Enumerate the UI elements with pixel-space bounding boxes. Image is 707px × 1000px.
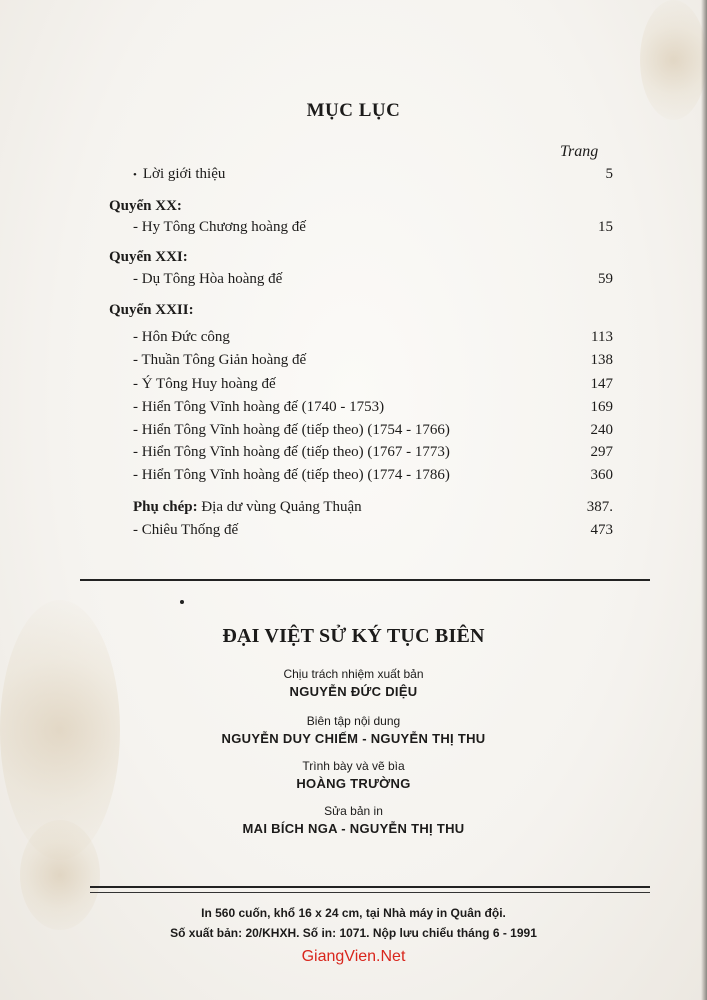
bullet-icon: •: [133, 169, 137, 181]
toc-entry: [133, 441, 613, 463]
toc-entry: [133, 216, 613, 238]
toc-entry-page: 360: [590, 467, 613, 483]
print-speck: [180, 600, 184, 604]
imprint-line: In 560 cuốn, khổ 16 x 24 cm, tại Nhà máy in Quân đội.: [201, 906, 506, 920]
appendix-title: Địa dư vùng Quảng Thuận: [201, 499, 362, 515]
toc-entry-page: 297: [590, 444, 613, 460]
toc-entry-label: - Dụ Tông Hòa hoàng đế: [133, 271, 283, 287]
toc-entry: [133, 373, 613, 395]
section-heading: Quyển XXII:: [109, 302, 194, 318]
toc-entry-page: 387.: [586, 499, 613, 515]
credit-name: HOÀNG TRƯỜNG: [296, 776, 411, 791]
toc-entry-page: 5: [605, 166, 613, 182]
toc-entry-label: - Hiển Tông Vĩnh hoàng đế (1740 - 1753): [133, 399, 385, 415]
credit-role: Chịu trách nhiệm xuất bản: [283, 667, 424, 681]
toc-entry-label: - Chiêu Thống đế: [133, 522, 239, 538]
toc-entry-page: 473: [590, 522, 613, 538]
toc-entry-label: - Thuần Tông Giản hoàng đế: [133, 352, 307, 368]
toc-entry: [133, 396, 613, 418]
toc-entry-label: - Hiển Tông Vĩnh hoàng đế (tiếp theo) (1774 - 1786): [133, 467, 450, 483]
toc-entry-label: - Ý Tông Huy hoàng đế: [133, 376, 276, 392]
section-heading: Quyển XX:: [109, 198, 182, 214]
toc-entry: [133, 419, 613, 441]
imprint-rule-top-thin: [90, 892, 650, 893]
toc-entry-label: - Hôn Đức công: [133, 329, 230, 345]
toc-title: MỤC LỤC: [306, 100, 401, 121]
toc-entry-page: 169: [590, 399, 613, 415]
toc-entry-page: 147: [590, 376, 613, 392]
toc-entry-label: - Hiển Tông Vĩnh hoàng đế (tiếp theo) (1767 - 1773): [133, 444, 450, 460]
credit-name: NGUYỄN DUY CHIẾM - NGUYỄN THỊ THU: [221, 731, 486, 746]
credit-name: NGUYỄN ĐỨC DIỆU: [289, 684, 418, 699]
credit-role: Sửa bản in: [324, 804, 383, 818]
imprint-line: Số xuất bản: 20/KHXH. Số in: 1071. Nộp lưu chiểu tháng 6 - 1991: [170, 926, 537, 940]
toc-entry-label: - Hy Tông Chương hoàng đế: [133, 219, 306, 235]
toc-entry-page: 113: [591, 329, 613, 345]
toc-entry: [133, 464, 613, 486]
section-heading: Quyển XXI:: [109, 249, 188, 265]
imprint-rule-top: [90, 886, 650, 888]
toc-entry-page: 59: [598, 271, 613, 287]
toc-entry: [133, 268, 613, 290]
toc-entry: [133, 519, 613, 541]
credit-role: Trình bày và vẽ bìa: [302, 759, 405, 773]
toc-appendix: [133, 496, 613, 518]
book-title: ĐẠI VIỆT SỬ KÝ TỤC BIÊN: [222, 625, 485, 647]
credit-role: Biên tập nội dung: [306, 714, 401, 728]
watermark: GiangVien.Net: [301, 948, 406, 965]
toc-entry: [133, 326, 613, 348]
toc-entry-page: 240: [590, 422, 613, 438]
page-column-header: Trang: [560, 143, 599, 160]
toc-entry-label: Lời giới thiệu: [142, 166, 226, 182]
credit-name: MAI BÍCH NGA - NGUYỄN THỊ THU: [242, 821, 465, 836]
page-edge-shadow: [701, 0, 707, 1000]
appendix-heading: Phụ chép:: [133, 499, 198, 515]
toc-entry-label: - Hiển Tông Vĩnh hoàng đế (tiếp theo) (1754 - 1766): [133, 422, 450, 438]
divider: [80, 579, 650, 581]
toc-entry-intro: [133, 163, 613, 185]
toc-entry-page: 138: [590, 352, 613, 368]
toc-entry-page: 15: [598, 219, 613, 235]
toc-entry: [133, 349, 613, 371]
